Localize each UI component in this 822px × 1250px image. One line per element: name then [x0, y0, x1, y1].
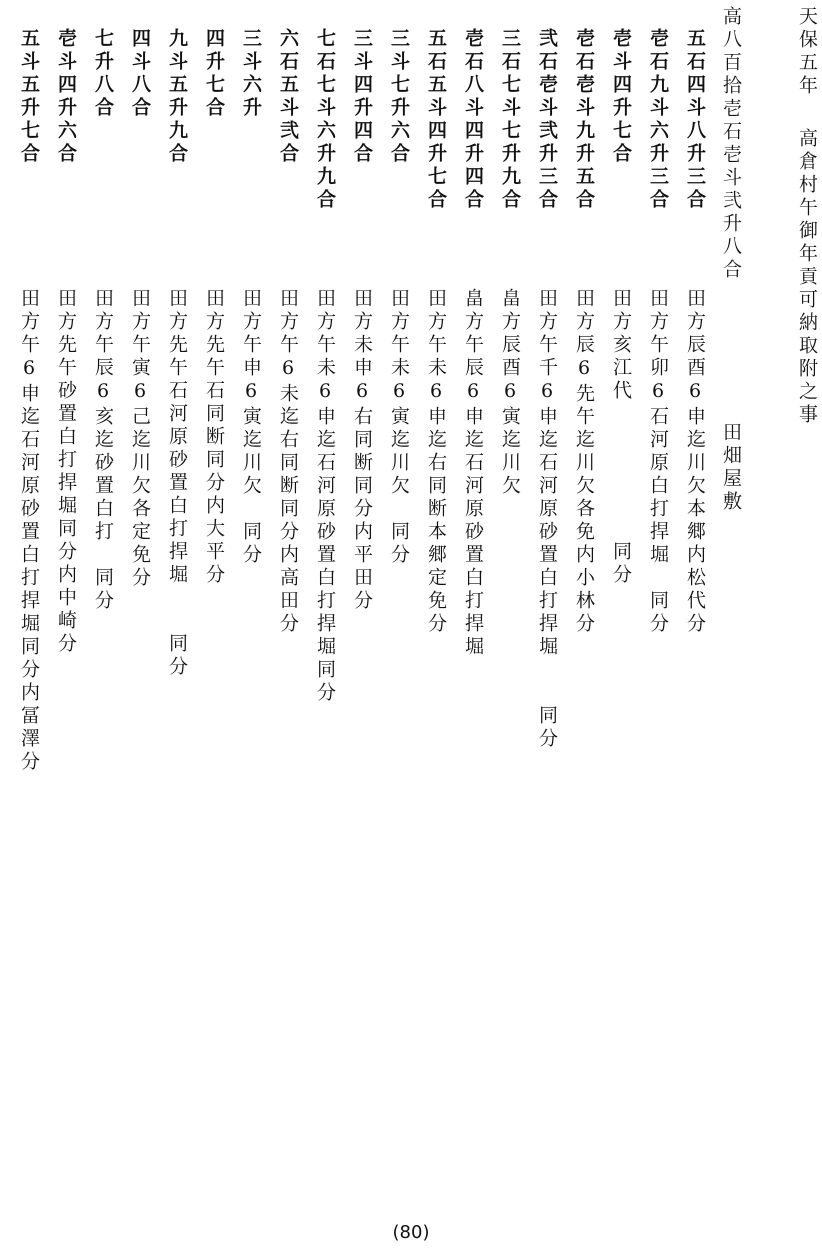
- entry-amount: 四升七合: [203, 28, 225, 120]
- entry-amount: 三斗七升六合: [388, 28, 410, 166]
- entry-land: 田方午6未迄右同断同分内高田分: [277, 288, 299, 636]
- entry-land: 田方午未6申迄石河原砂置白打捍堀同分: [314, 288, 336, 705]
- entry-land: 田方午寅6己迄川欠各定免分: [129, 288, 151, 590]
- entry-land: 田方午辰6亥迄砂置白打 同分: [92, 288, 114, 613]
- entry-amount: 壱石壱斗九升五合: [573, 28, 595, 212]
- entry-land: 田方辰6先午迄川欠各免内小林分: [573, 288, 595, 636]
- entry-land: 田方午未6寅迄川欠 同分: [388, 288, 410, 567]
- entry-amount: 六石五斗弐合: [277, 28, 299, 166]
- entry-amount: 三斗四升四合: [351, 28, 373, 166]
- entry-land: 田方亥江代 同分: [610, 288, 632, 587]
- entry-land: 畠方午辰6申迄石河原砂置白打捍堀: [462, 288, 484, 659]
- entry-amount: 七石七斗六升九合: [314, 28, 336, 212]
- entry-amount: 七升八合: [92, 28, 114, 120]
- entry-amount: 壱斗四升七合: [610, 28, 632, 166]
- header-category: 田畑屋敷: [720, 422, 742, 514]
- entry-land: 畠方辰酉6寅迄川欠: [499, 288, 521, 498]
- entry-amount: 壱石九斗六升三合: [647, 28, 669, 212]
- entry-land: 田方午申6寅迄川欠 同分: [240, 288, 262, 567]
- entry-land: 田方午未6申迄右同断本郷定免分: [425, 288, 447, 636]
- entry-land: 田方午6申迄石河原砂置白打捍堀同分内冨澤分: [18, 288, 40, 774]
- entry-land: 田方先午砂置白打捍堀同分内中崎分: [55, 288, 77, 656]
- header-title: 高倉村午御年貢可納取附之事: [796, 128, 818, 427]
- entry-amount: 五斗五升七合: [18, 28, 40, 166]
- entry-land: 田方辰酉6申迄川欠本郷内松代分: [684, 288, 706, 636]
- entry-amount: 九斗五升九合: [166, 28, 188, 166]
- page-number: (80): [392, 1222, 430, 1243]
- entry-land: 田方先午石同断同分内大平分: [203, 288, 225, 587]
- entry-amount: 弐石壱斗弐升三合: [536, 28, 558, 212]
- entry-land: 田方午千6申迄石河原砂置白打捍堀 同分: [536, 288, 558, 751]
- entry-amount: 壱斗四升六合: [55, 28, 77, 166]
- entry-amount: 四斗八合: [129, 28, 151, 120]
- header-total: 高八百拾壱石壱斗弐升八合: [720, 6, 742, 282]
- entry-amount: 壱石八斗四升四合: [462, 28, 484, 212]
- entry-amount: 三石七斗七升九合: [499, 28, 521, 212]
- entry-land: 田方未申6右同断同分内平田分: [351, 288, 373, 613]
- entry-amount: 五石五斗四升七合: [425, 28, 447, 212]
- header-era: 天保五年: [796, 6, 818, 98]
- entry-amount: 五石四斗八升三合: [684, 28, 706, 212]
- entry-amount: 三斗六升: [240, 28, 262, 120]
- entry-land: 田方午卯6石河原白打捍堀 同分: [647, 288, 669, 636]
- entry-land: 田方先午石河原砂置白打捍堀 同分: [166, 288, 188, 679]
